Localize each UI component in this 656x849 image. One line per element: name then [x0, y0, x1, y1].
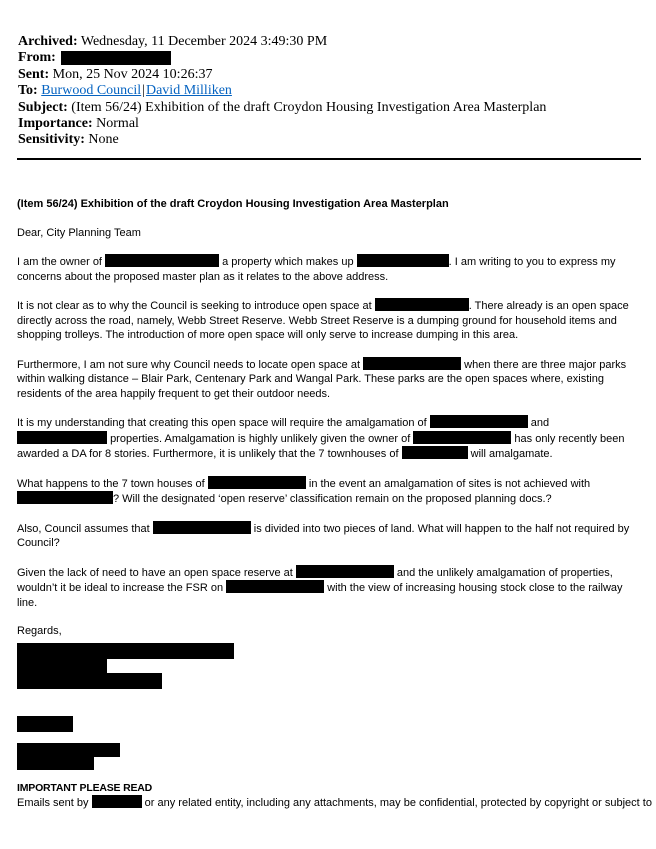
- signature-redaction: [17, 673, 162, 689]
- sent-row: [18, 67, 648, 83]
- redaction: [153, 521, 251, 534]
- redaction: [402, 446, 468, 459]
- greeting: Dear, City Planning Team: [17, 226, 141, 239]
- redaction: [363, 357, 461, 370]
- important-notice-heading: IMPORTANT PLEASE READ: [17, 782, 153, 794]
- sensitivity-row: [18, 132, 648, 148]
- archived-row: [18, 34, 648, 50]
- to-label: To:: [18, 83, 38, 99]
- redaction: [208, 476, 306, 489]
- sensitivity-label: Sensitivity:: [18, 132, 85, 148]
- email-body: [17, 197, 632, 639]
- paragraph-2: It is not clear as to why the Council is seeking to introduce open space at . There already is an open space directly across the road, namely, Webb Street Reserve. Webb Street Reserve is a dumping ground for household items and shopping trolleys. The introduction of more open space will only serve to increase dumping in this area.: [17, 300, 629, 341]
- to-link-burwood-council[interactable]: Burwood Council: [41, 83, 142, 99]
- subject-row: [18, 100, 648, 116]
- subject-value: (Item 56/24) Exhibition of the draft Croydon Housing Investigation Area Masterplan: [71, 99, 547, 115]
- importance-row: [18, 116, 648, 132]
- redaction: [413, 431, 511, 444]
- importance-label: Importance:: [18, 116, 93, 132]
- to-row: To: Burwood Council|David Milliken: [18, 83, 232, 99]
- paragraph-3: Furthermore, I am not sure why Council needs to locate open space at when there are three major parks within walking distance – Blair Park, Centenary Park and Wangal Park. These parks are the open spaces where, existing residents of the area happily frequent to get their outdoor needs.: [17, 358, 627, 400]
- redaction: [375, 298, 469, 311]
- paragraph-1: I am the owner of a property which makes up . I am writing to you to express my concerns about the proposed master plan as it relates to the above address.: [17, 256, 616, 283]
- signature-redaction: [17, 743, 120, 757]
- paragraph-5: What happens to the 7 town houses of in the event an amalgamation of sites is not achieved with ? Will the designated ‘open reserve’ classification remain on the proposed planning docs.?: [17, 477, 591, 505]
- signature-redaction: [17, 757, 94, 770]
- email-title: (Item 56/24) Exhibition of the draft Croydon Housing Investigation Area Masterplan: [17, 198, 449, 210]
- paragraph-7: Given the lack of need to have an open space reserve at and the unlikely amalgamation of properties, wouldn’t it be ideal to increase the FSR on with the view of increasing housing stock close to the railway line.: [17, 566, 623, 609]
- disclaimer-line: Emails sent by or any related entity, including any attachments, may be confidential, protected by copyright or subject to: [17, 797, 652, 809]
- paragraph-6: Also, Council assumes that is divided into two pieces of land. What will happen to the half not required by Council?: [17, 522, 630, 549]
- signoff: Regards,: [17, 625, 62, 637]
- sent-label: Sent:: [18, 66, 50, 82]
- from-row: [18, 50, 648, 66]
- signature-redaction: [17, 716, 73, 732]
- from-redaction: [61, 51, 171, 65]
- redaction: [17, 431, 107, 444]
- paragraph-4: It is my understanding that creating this open space will require the amalgamation of and properties. Amalgamation is highly unlikely given the owner of has only recently been awarded a DA for 8 stories. Furthermore, it is unlikely that the 7 townhouses of will amalgamate.: [17, 417, 625, 460]
- redaction: [357, 254, 449, 267]
- from-label: From:: [18, 50, 56, 66]
- archived-label: Archived:: [18, 34, 78, 49]
- sent-value: Mon, 25 Nov 2024 10:26:37: [52, 66, 213, 82]
- redaction: [430, 415, 528, 428]
- redaction: [226, 580, 324, 593]
- header-divider: [17, 158, 641, 160]
- to-link-david-milliken[interactable]: David Milliken: [145, 83, 232, 99]
- subject-label: Subject:: [18, 99, 68, 115]
- signature-redaction: [17, 643, 234, 659]
- redaction: [296, 565, 394, 578]
- signature-redaction: [17, 659, 107, 673]
- sensitivity-value: None: [88, 132, 119, 148]
- email-header: [18, 34, 648, 149]
- redaction: [92, 795, 142, 808]
- redaction: [17, 491, 113, 504]
- redaction: [105, 254, 219, 267]
- archived-value: Wednesday, 11 December 2024 3:49:30 PM: [80, 34, 328, 49]
- importance-value: Normal: [96, 116, 139, 132]
